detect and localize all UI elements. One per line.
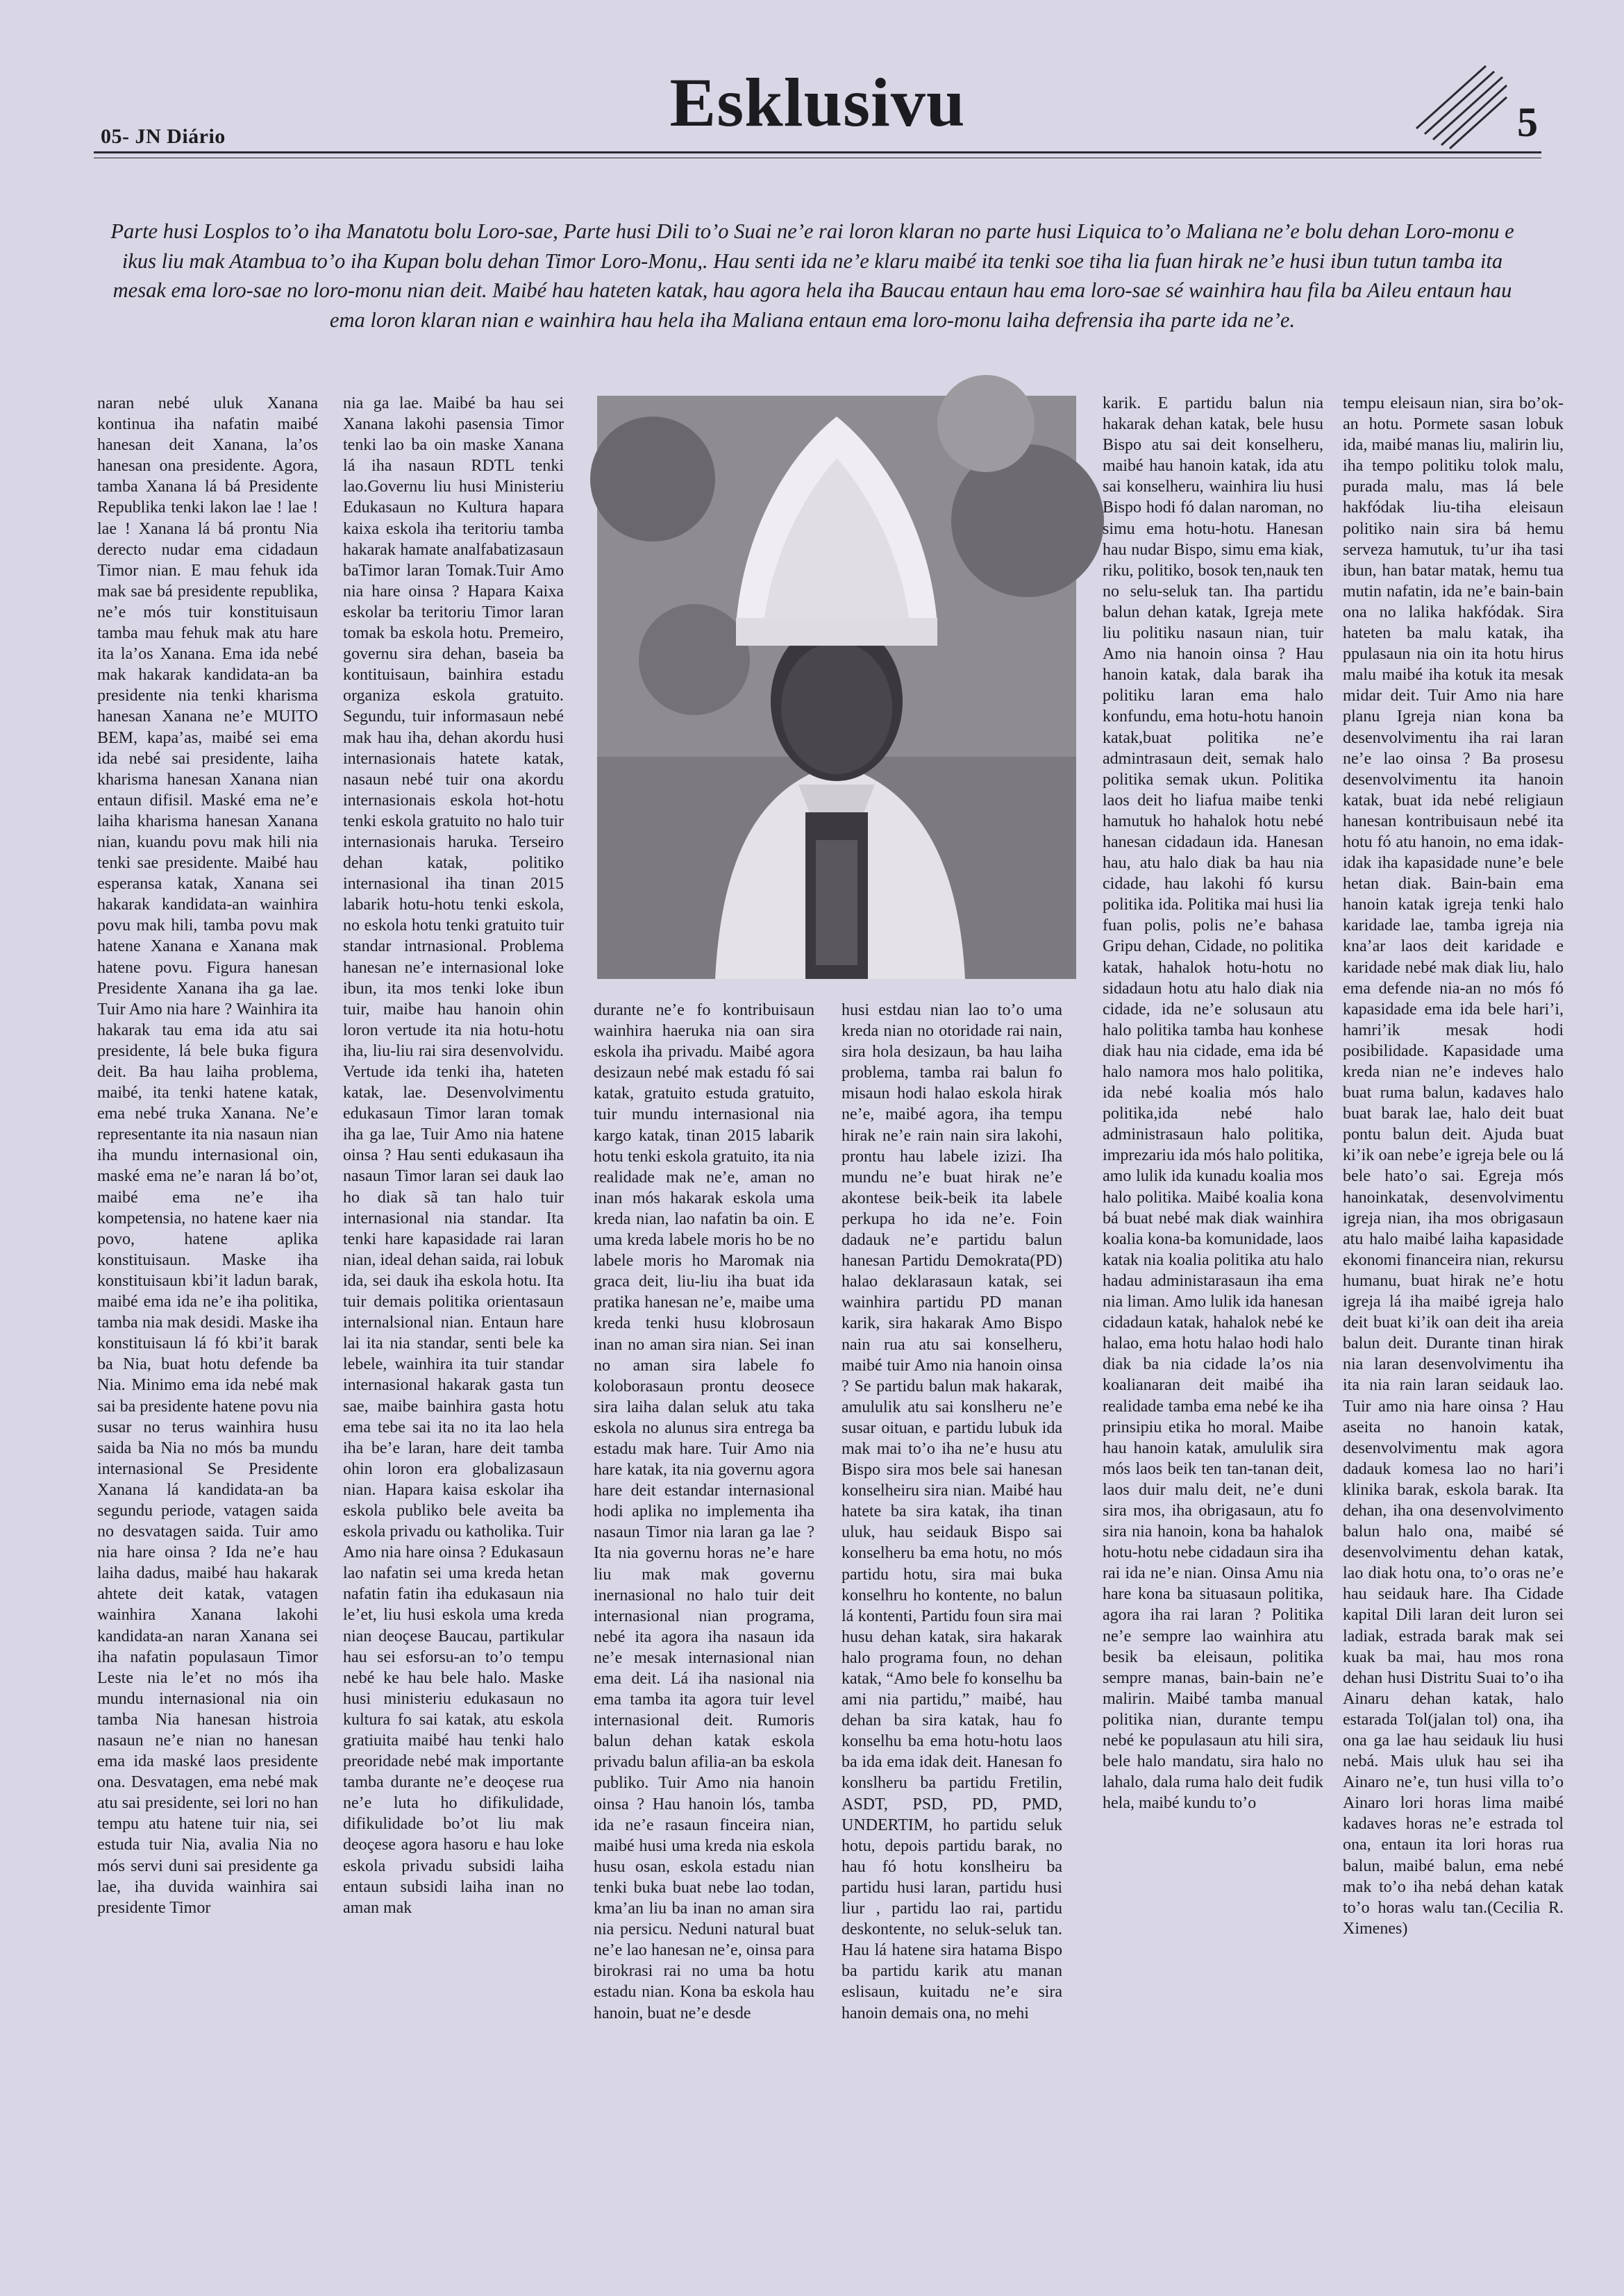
page-number: 5 bbox=[1517, 99, 1538, 145]
hatch-lines-icon bbox=[1409, 62, 1507, 149]
article-column-6 bbox=[1343, 393, 1564, 1938]
column-text: husi estdau nian lao to’o uma kreda nian no otoridade rai nain, sira hola desizaun, ba hau laiha problema, tamba rai balun fo misaun hodi halao eskola hirak ne’e, maibé agora, iha tempu hirak ne’e rain nain sira lakohi, prontu hau labele izizi. Iha mundu ne’e buat hirak ne’e akontese beik-beik ita labele perkupa ho ida ne’e. Foin dadauk ne’e partidu balun hanesan Partidu Demokrata(PD) halao deklarasaun katak, sei wainhira partidu PD manan karik, sira hakarak Amo Bispo nain rua atu sai konselheru, maibé tuir Amo nia hanoin oinsa ? Se partidu balun mak hakarak, amululik atu sai konslheru ne’e susar oituan, e partidu lubuk ida mak mai to’o iha ne’e husu atu Bispo sira mos bele sai hanesan konselheiru sira nian. Maibé hau hatete ba sira katak, iha tinan uluk, hau seidauk Bispo sai konselheru ba ema hotu, no mós partidu hotu, sira mai buka konselhru ho kontente, no balun lá kontenti, Partidu foun sira mai husu dehan katak, sira hakarak halo programa foun, no dehan katak, “Amo bele fo konselhu ba ami nia partidu,” maibé, hau dehan ba sira katak, hau fo konselhu ba ema hotu-hotu laos ba ida ema idak deit. Hanesan fo konslheru ba partidu Fretilin, ASDT, PSD, PD, PMD, UNDERTIM, ho partidu seluk hotu, depois partidu barak, no hau fó hotu konslheiru ba partidu husi laran, partidu husi liur , partidu lao rai, partidu deskontente, no seluk-seluk tan. Hau lá hatene sira hatama Bispo ba partidu karik atu manan eslisaun, kuitadu ne’e sira hanoin demais ona, no mehi bbox=[842, 1001, 1062, 2022]
column-text: nia ga lae. Maibé ba hau sei Xanana lakohi pasensia Timor tenki lao ba oin maske Xanana lá iha nasaun RDTL tenki lao.Governu liu husi Ministeriu Edukasaun no Kultura hapara kaixa eskola iha teritoriu tamba hakarak hamate analfabatizasaun baTimor laran Tomak.Tuir Amo nia hare oinsa ? Hapara Kaixa eskolar ba teritoriu Timor laran tomak ba eskola hotu. Premeiro, governu sira dehan, baseia ba kontituisaun, bainhira estadu organiza eskola gratuito. Segundu, tuir informasaun nebé mak hau iha, dehan akordu husi internasionais hatete katak, nasaun nebé tuir ona akordu internasionais eskola hot-hotu tenki eskola gratuito no halo tuir internasionais haruka. Terseiro dehan katak, politiko internasional iha tinan 2015 labarik hotu-hotu tenki eskola, no eskola hotu tenki gratuito tuir standar intrnasional. Problema hanesan ne’e internasional loke ibun, ita mos tenki loke ibun tuir, maibe hau hanoin ohin loron vertude ita nia hotu-hotu iha, liu-liu rai sira desenvolvidu. Vertude ida tenki iha, hateten katak, lae. Desenvolvimentu edukasaun Timor laran tomak iha ga lae, Tuir Amo nia hatene oinsa ? Hau senti edukasaun iha nasaun Timor laran sei dauk lao ho diak sã tan halo tuir internasional nia standar. Ita tenki hare kapasidade rai laran nian, ideal dehan saida, rai lobuk ida, sei dauk iha eskola hotu. Ita tuir demais politika orientasaun internalsional nian. Entaun hare lai ita nia standar, senti bele ka lebele, wainhira ita tuir standar internasional hakarak gasta tun sae, maibe bainhira gasta hotu ema tebe sai ita no ita lao hela iha be’e laran, hare deit tamba ohin loron era globalizasaun nian. Hapara kaisa eskolar iha eskola publiko bele aveita ba eskola privadu ou katholika. Tuir Amo nia hare oinsa ? Edukasaun lao nafatin sei uma kreda hetan nafatin fatin iha edukasaun nia le’et, liu husi eskola uma kreda nian deoçese Baucau, partikular hau sei esforsu-an to’o tempu nebé ke hau bele halo. Maske husi ministeriu edukasaun no kultura fo sai katak, atu eskola gratiuita maibé hau tenki halo preoridade nebé mak importante tamba durante ne’e deoçese rua ne’e luta ho difikulidade, difikulidade bo’ot liu mak deoçese agora hasoru e hau loke eskola privadu subsidi laiha entaun subsidi laiha inan no aman mak bbox=[343, 394, 564, 1917]
header-rule bbox=[94, 151, 1541, 153]
article-column-5 bbox=[1103, 393, 1323, 1907]
section-title: Esklusivu bbox=[669, 64, 966, 141]
bishop-photo bbox=[597, 396, 1076, 979]
article-column-2 bbox=[343, 393, 564, 1917]
column-text: karik. E partidu balun nia hakarak dehan katak, bele husu Bispo atu sai deit konselheru, maibé hau hanoin katak, ida atu sai konselheru, wainhira liu husi Bispo hodi fó dalan naroman, no simu ema hotu-hotu. Hanesan hau nudar Bispo, simu ema kiak, riku, politiko, bosok ten,nauk ten no selu-seluk tan. Iha partidu balun dehan katak, Igreja mete liu politiku nasaun nian, tuir Amo nia hanoin oinsa ? Hau hanoin katak, dala barak iha politiku laran ema halo konfundu, ema hotu-hotu hanoin katak,buat politika ne’e admintrasaun deit, semak halo politika semak ukun. Politika laos deit ho liafua maibe tenki hamutuk ho hahalok hotu nebé hanesan cidadaun ida. Hanesan hau, atu halo diak ba hau nia cidade, hau lakohi fó kursu politika ida. Politika mai husi lia fuan polis, polis ne’e bahasa Gripu dehan, Cidade, no politika katak, hahalok hotu-hotu no sidadaun hotu atu halo diak nia cidade, ida ne’e solusaun atu halo politika tamba hau konhese diak hau nia cidade, ema ida bé halo namora mos halo politika, ida nebé koalia mós halo politika,ida nebé halo administrasaun halo politika, imprezariu ida mós halo politika, amo lulik ida kunadu koalia mos halo politika. Maibé koalia kona bá buat nebé mak diak wainhira koalia kona-ba komunidade, laos katak nia koalia politika atu halo hadau administarasaun iha ema nia liman. Amo lulik ida hanesan cidadaun katak, hahalok nebé ke halao, ema hotu halao hodi halo diak ba nia cidade la’os nia koalianaran deit maibé iha realidade tamba ema nebé ke iha prinsipiu etika ho moral. Maibe hau hanoin katak, amululik sira mós laos beik ten tan-tanan deit, laos duir malu deit, ne’e duni sira mos, iha obrigasaun, atu fo sira nia hanoin, kona ba hahalok hotu-hotu nebe cidadaun sira iha rai ida ne’e nian. Oinsa Amu nia hare kona ba situasaun politika, agora iha rai laran ? Politika ne’e sempre lao wainhira atu besik ba eleisaun, politika sempre manas, bain-bain ne’e malirin. Maibé tamba manual politika nian, durante tempu nebé ke populasaun atu hili sira, bele halo mandatu, sira halo no lahalo, dala ruma halo deit fudik hela, maibé kundu to’o bbox=[1103, 394, 1323, 1813]
column-text: tempu eleisaun nian, sira bo’ok-an hotu. Pormete sasan lobuk ida, maibé manas liu, malirin liu, iha tempo politiku tolok malu, purada malu, mas lá bele hakfódak liu-tiha eleisaun politiko nain sira bá hemu serveza hamutuk, tu’ur iha tasi ibun, han batar matak, hemu tua mutin nafatin, ida ne’e bain-bain ona no lalika hakfódak. Sira hateten ba malu katak, iha ppulasaun nia oin ita hotu hirus malu maibé iha kotuk ita mesak midar deit. Tuir Amo nia hare planu Igreja nian kona ba desenvolvimentu iha rai laran ne’e lao oinsa ? Ba prosesu desenvolvimentu ita hanoin katak, buat ida nebé religiaun hanesan kontribuisaun nebé ita hotu fó atu hanoin, no ema idak-idak iha kapasidade nune’e bele hetan diak. Bain-bain ema hanoin katak igreja tenki halo karidade lae, tamba igreja nia kna’ar laos deit karidade e karidade nebé mak diak liu, halo ema defende nia-an no mós fó kapasidade ema ida bele hari’i, hamri’ik mesak hodi posibilidade. Kapasidade uma kreda nian ne’e indeves halo buat ruma balun, kadaves halo buat barak lae, halo deit buat pontu balun deit. Ajuda buat ki’ik oan nebe’e igreja bele ou lá bele hato’o sai. Egreja mós hanoinkatak, desenvolvimentu igreja nian, iha mos obrigasaun atu halo maibé laiha kapasidade ekonomi financeira nian, rekursu humanu, buat hirak ne’e hotu igreja lá iha maibé igreja halo deit buat ki’ik oan deit iha areia balun deit. Durante tinan hirak nia laran desenvolvimentu iha ita nia rain laran seidauk lao. Tuir amo nia hare oinsa ? Hau aseita no hanoin katak, desenvolvimentu mak agora dadauk komesa lao no hari’i klinika barak, eskola barak. Ita dehan, iha ona desenvolvimento balun halo ona, maibé sé desenvolvimentu dehan katak, lao diak hotu ona, to’o oras ne’e hau seidauk hare. Iha Cidade kapital Dili laran deit luron sei ladiak, estrada barak mak sei kuak ba mai, hau mos rona dehan husi Distritu Suai to’o iha Ainaru dehan katak, halo estarada Tol(jalan tol) ona, iha ona ga lae hau seidauk liu husi nebá. Mais uluk hau sei iha Ainaro ne’e, tun husi villa to’o Ainaro lori horas lima maibé kadaves horas ne’e estrada tol ona, entaun ita lori horas rua balun, maibé balun, ema nebé mak to’o iha nebá dehan katak to’o horas walu tan.(Cecilia R. Ximenes) bbox=[1343, 394, 1564, 1938]
article-column-1 bbox=[97, 393, 318, 1917]
page-header bbox=[94, 62, 1541, 167]
article-column-4 bbox=[842, 1000, 1062, 2022]
issue-label: 05- JN Diário bbox=[101, 125, 226, 148]
article-column-3 bbox=[594, 1000, 814, 2022]
intro-paragraph: Parte husi Losplos to’o iha Manatotu bolu Loro-sae, Parte husi Dili to’o Suai ne’e rai loron klaran no parte husi Liquica to’o Maliana ne’e bolu dehan Loro-monu e ikus liu mak Atambua to’o iha Kupan bolu dehan Timor Loro-Monu,. Hau senti ida ne’e klaru maibé ita tenki soe tiha lia fuan hirak ne’e husi ibun tutun tamba ita mesak ema loro-sae no loro-monu nian deit. Maibé hau hateten katak, hau agora hela iha Baucau entaun hau ema loro-sae sé wainhira hau fila ba Aileu entaun hau ema loron klaran nian e wainhira hau hela iha Maliana entaun ema loro-monu laiha defrensia iha parte ida ne’e. bbox=[110, 219, 1514, 332]
column-text: naran nebé uluk Xanana kontinua iha nafatin maibé hanesan deit Xanana, la’os hanesan ona presidente. Agora, tamba Xanana lá bá Presidente Republika tenki lakon lae ! lae ! lae ! Xanana lá bá prontu Nia derecto nudar ema cidadaun Timor nian. E mau fehuk ida mak sae bá presidente republika, ne’e mós tuir konstituisaun tamba mau fehuk mak atu hare ita la’os Xanana. Ema ida nebé mak hakarak kandidata-an ba presidente nia tenki kharisma hanesan Xanana ne’e MUITO BEM, kapa’as, maibé sei ema ida nebé sai presidente, laiha kharisma hanesan Xanana nian entaun difisil. Maské ema ne’e laiha kharisma hanesan Xanana nian, kuandu povu mak hili nia tenki sae presidente. Maibé hau esperansa katak, Xanana sei hakarak kandidata-an wainhira povu mak hili, tamba povu mak hatene Xanana e Xanana mak hatene povu. Figura hanesan Presidente Xanana iha ga lae. Tuir Amo nia hare ? Wainhira ita hakarak tau ema ida atu sai presidente, lá bele buka figura deit. Ba hau laiha problema, maibé, ita tenki hatene katak, ema nebé truka Xanana. Ne’e representante ita nia nasaun nian iha mundu internasional oin, maské ema ne’e naran lá bo’ot, maibé ema ne’e iha kompetensia, no hatene kaer nia povo, hatene aplika konstituisaun. Maske iha konstituisaun kbi’it ladun barak, maibé ema ida ne’e iha politika, tamba nia mak desidi. Maske iha konstituisaun lá fó kbi’it barak ba Nia, buat hotu defende ba Nia. Minimo ema ida nebé mak sai ba presidente hatene povu nia susar no terus wainhira husu saida ba Nia no mós ba mundu internasional Se Presidente Xanana lá kandidata-an ba segundu periode, vatagen saida no desvatagen saida. Tuir amo nia hare oinsa ? Ida ne’e hau laiha dadus, maibé hau hakarak ahtete deit katak, vatagen wainhira Xanana lakohi kandidata-an naran Xanana sei iha nafatin populasaun Timor Leste nia le’et no mós iha mundu internasional nia oin tamba Nia hanesan histroia nasaun ne’e nian no hanesan ema ida maské laos presidente ona. Desvatagen, ema nebé mak atu sai presidente, sei lori no han tempu atu hatene tuir nia, sei estuda tuir Nia, avalia Nia no mós servi duni sai presidente ga lae, iha duvida wainhira sai presidente Timor bbox=[97, 394, 318, 1917]
column-text: durante ne’e fo kontribuisaun wainhira haeruka nia oan sira eskola iha privadu. Maibé agora desizaun nebé mak estadu fó sai katak, gratuito estuda gratuito, tuir mundu internasional nia kargo katak, tinan 2015 labarik hotu tenki eskola gratuito, ita nia realidade mak ne’e, aman no inan mós hakarak eskola uma kreda nian, lao nafatin ba oin. E uma kreda labele moris ho be no labele moris ho Maromak nia graca deit, liu-liu iha buat ida pratika hanesan ne’e, maibe uma kreda tenki husu klobrosaun inan no aman sira nian. Sei inan no aman sira labele fo koloborasaun prontu deosece sira laiha dalan seluk atu taka eskola no alunus sira entrega ba estadu mak hare. Tuir Amo nia hare katak, ita nia governu agora hare deit estandar internasional hodi aplika no implementa iha nasaun Timor nia laran ga lae ? Ita nia governu horas ne’e hare liu mak mak governu inernasional no halo tuir deit internasional nian programa, nebé ita agora iha nasaun ida ne’e mesak internasional nian ema deit. Lá iha nasional nia ema tamba ita agora tuir level internasional deit. Rumoris balun dehan katak eskola privadu balun afilia-an ba eskola publiko. Tuir Amo nia hanoin oinsa ? Hau hanoin lós, tamba ida ne’e rasaun finceira nian, maibé husi uma kreda nia eskola husu osan, eskola estadu nian tenki buka buat nebe lao todan, kma’an liu ba inan no aman sira nia persicu. Neduni natural buat ne’e lao hanesan ne’e, oinsa para birokrasi rai no uma ba hotu estadu nian. Kona ba eskola hau hanoin, buat ne’e desde bbox=[594, 1001, 814, 2022]
